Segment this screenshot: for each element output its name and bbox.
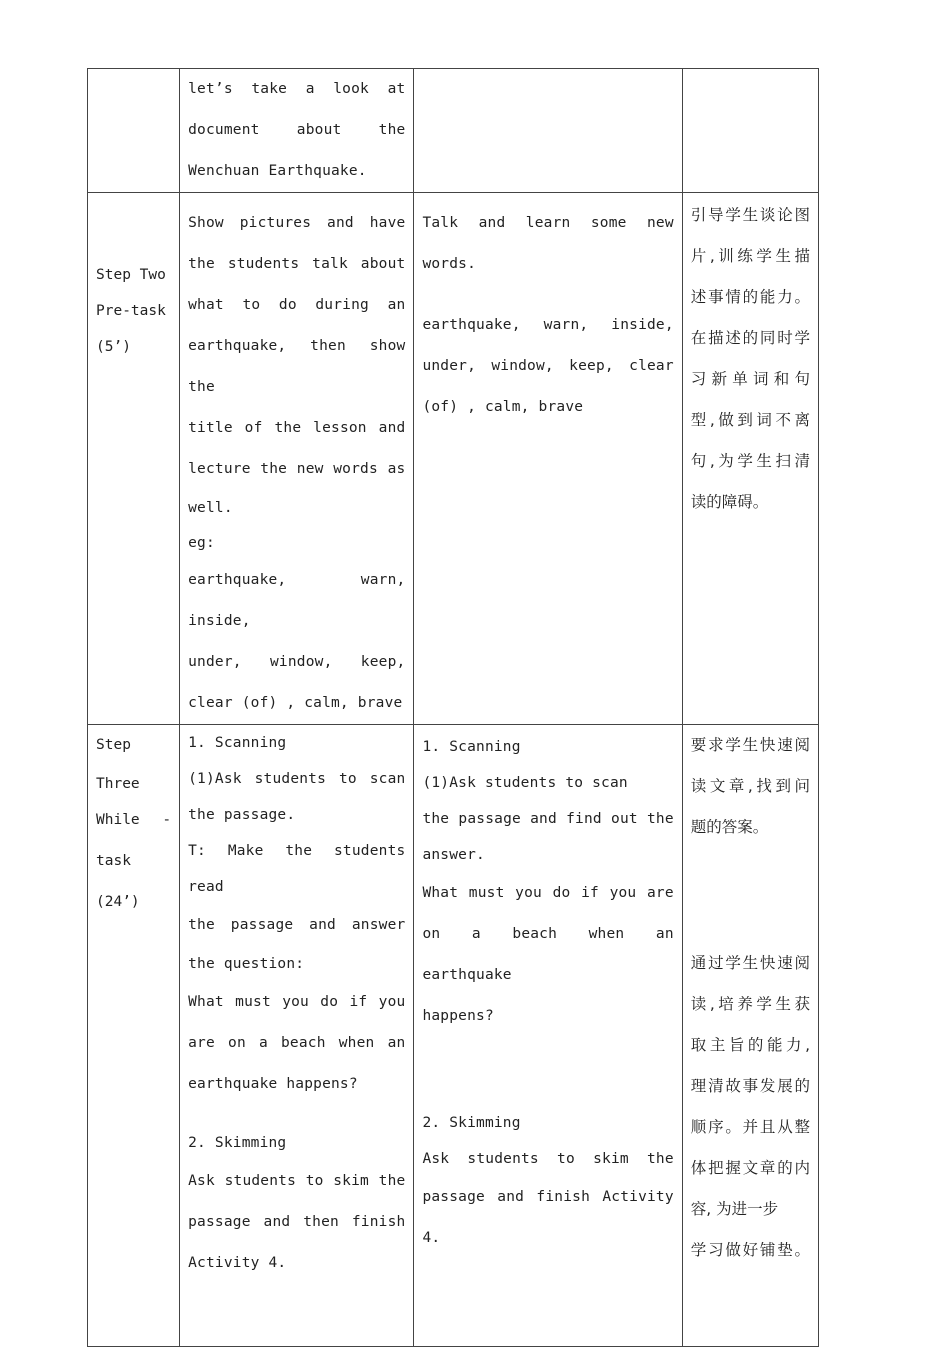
text-line: on a beach when an earthquake: [422, 926, 674, 983]
text-line: Wenchuan Earthquake.: [188, 163, 367, 179]
step-label: Three: [96, 776, 140, 792]
step-cell: [88, 69, 180, 193]
table-row: [88, 725, 819, 1347]
teacher-activity-cell: [180, 69, 414, 193]
text-line: (of) , calm, brave: [422, 399, 584, 415]
purpose-cell: [682, 725, 818, 1347]
text-line: 体把握文章的内: [690, 1159, 810, 1177]
step-label: Pre-task: [96, 303, 166, 319]
text-line: 2. Skimming: [188, 1135, 287, 1151]
text-line: 型,做到词不离: [690, 411, 810, 429]
text-line: 题的答案。: [690, 818, 769, 836]
text-line: Ask students to skim the: [188, 1173, 406, 1189]
text-line: are on a beach when an: [188, 1035, 406, 1051]
text-line: earthquake, warn, inside,: [188, 572, 406, 629]
text-line: 要求学生快速阅: [690, 736, 810, 754]
text-line: 1. Scanning: [422, 739, 521, 755]
text-line: Activity 4.: [188, 1255, 287, 1271]
text-line: 在描述的同时学: [690, 329, 810, 347]
student-activity-cell: [414, 193, 682, 725]
text-line: 理清故事发展的: [690, 1077, 810, 1095]
text-line: 读,培养学生获: [690, 995, 810, 1013]
table-row: [88, 193, 819, 725]
text-line: 学习做好铺垫。: [690, 1241, 810, 1259]
text-line: 2. Skimming: [422, 1115, 521, 1131]
text-line: earthquake happens?: [188, 1076, 358, 1092]
text-line: document about the: [188, 122, 406, 138]
text-line: 片,训练学生描: [690, 247, 810, 265]
text-line: (1)Ask students to scan: [188, 771, 406, 787]
purpose-cell: [682, 69, 818, 193]
text-line: the passage and find out the: [422, 811, 674, 827]
step-label: Step Two: [96, 267, 166, 283]
text-line: Ask students to skim the: [422, 1151, 674, 1167]
text-line: Show pictures and have: [188, 215, 406, 231]
step-label: (5’): [96, 339, 131, 355]
text-line: 顺序。并且从整: [690, 1118, 810, 1136]
text-line: 取主旨的能力,: [690, 1036, 810, 1054]
text-line: 通过学生快速阅: [690, 954, 810, 972]
text-line: Talk and learn some new: [422, 215, 674, 231]
text-line: eg:: [188, 535, 215, 551]
step-label: (24’): [96, 894, 140, 910]
student-activity-cell: [414, 725, 682, 1347]
table-row: [88, 69, 819, 193]
text-line: 引导学生谈论图: [690, 206, 810, 224]
text-line: the students talk about: [188, 256, 406, 272]
text-line: 读文章,找到问: [690, 777, 810, 795]
step-label: task: [96, 853, 131, 869]
text-line: 句,为学生扫清: [690, 452, 810, 470]
student-activity-cell: [414, 69, 682, 193]
text-line: passage and finish Activity: [422, 1189, 674, 1205]
text-line: under, window, keep,: [188, 654, 406, 670]
step-label: While -: [96, 812, 172, 828]
lesson-plan-table: [87, 68, 819, 1347]
step-cell: [88, 193, 180, 725]
text-line: under, window, keep, clear: [422, 358, 674, 374]
purpose-cell: [682, 193, 818, 725]
text-line: (1)Ask students to scan: [422, 775, 628, 791]
text-line: let’s take a look at: [188, 81, 406, 97]
text-line: 1. Scanning: [188, 735, 287, 751]
text-line: answer.: [422, 847, 485, 863]
text-line: 习新单词和句: [690, 370, 810, 388]
text-line: passage and then finish: [188, 1214, 406, 1230]
text-line: earthquake, then show the: [188, 338, 406, 395]
text-line: 容, 为进一步: [690, 1200, 779, 1218]
teacher-activity-cell: [180, 193, 414, 725]
text-line: the question:: [188, 956, 305, 972]
text-line: T: Make the students read: [188, 843, 406, 895]
text-line: What must you do if you are: [422, 885, 674, 901]
text-line: well.: [188, 500, 233, 516]
text-line: 读的障碍。: [690, 493, 769, 511]
step-label: Step: [96, 737, 131, 753]
text-line: earthquake, warn, inside,: [422, 317, 674, 333]
text-line: 4.: [422, 1230, 441, 1246]
text-line: words.: [422, 256, 477, 272]
text-line: title of the lesson and: [188, 420, 406, 436]
text-line: the passage.: [188, 807, 296, 823]
step-cell: [88, 725, 180, 1347]
text-line: 述事情的能力。: [690, 288, 810, 306]
text-line: lecture the new words as: [188, 461, 406, 477]
teacher-activity-cell: [180, 725, 414, 1347]
text-line: the passage and answer: [188, 917, 406, 933]
text-line: happens?: [422, 1008, 494, 1024]
text-line: what to do during an: [188, 297, 406, 313]
text-line: What must you do if you: [188, 994, 406, 1010]
text-line: clear (of) , calm, brave: [188, 695, 403, 711]
